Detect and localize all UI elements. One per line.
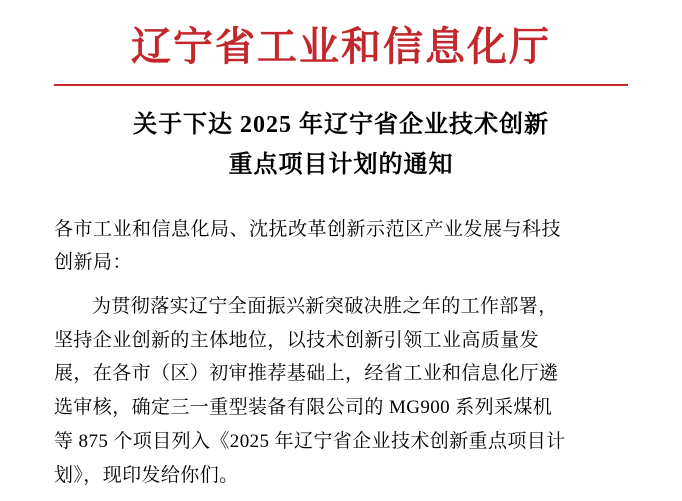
body-line-6: 划》，现印发给你们。 [54, 464, 239, 486]
document-title [54, 106, 628, 185]
recipient-line-1: 各市工业和信息化局、沈抚改革创新示范区产业发展与科技 [54, 219, 562, 241]
document-body [54, 290, 628, 493]
document-title-line-2: 重点项目计划的通知 [228, 151, 454, 178]
body-line-1: 为贯彻落实辽宁全面振兴新突破决胜之年的工作部署， [92, 295, 558, 317]
recipient-line-2: 创新局： [54, 252, 133, 274]
letterhead-divider [54, 84, 628, 86]
issuing-organization: 辽宁省工业和信息化厅 [131, 24, 551, 69]
body-line-3: 展，在各市（区）初审推荐基础上，经省工业和信息化厅遴 [54, 363, 559, 385]
document-title-line-1: 关于下达 2025 年辽宁省企业技术创新 [133, 112, 549, 138]
body-line-4: 选审核，确定三一重型装备有限公司的 MG900 系列采煤机 [54, 397, 553, 419]
letterhead [54, 0, 628, 86]
body-line-2: 坚持企业创新的主体地位，以技术创新引领工业高质量发 [54, 329, 540, 351]
recipient-block [54, 213, 628, 280]
body-line-5: 等 875 个项目列入《2025 年辽宁省企业技术创新重点项目计 [54, 430, 566, 452]
